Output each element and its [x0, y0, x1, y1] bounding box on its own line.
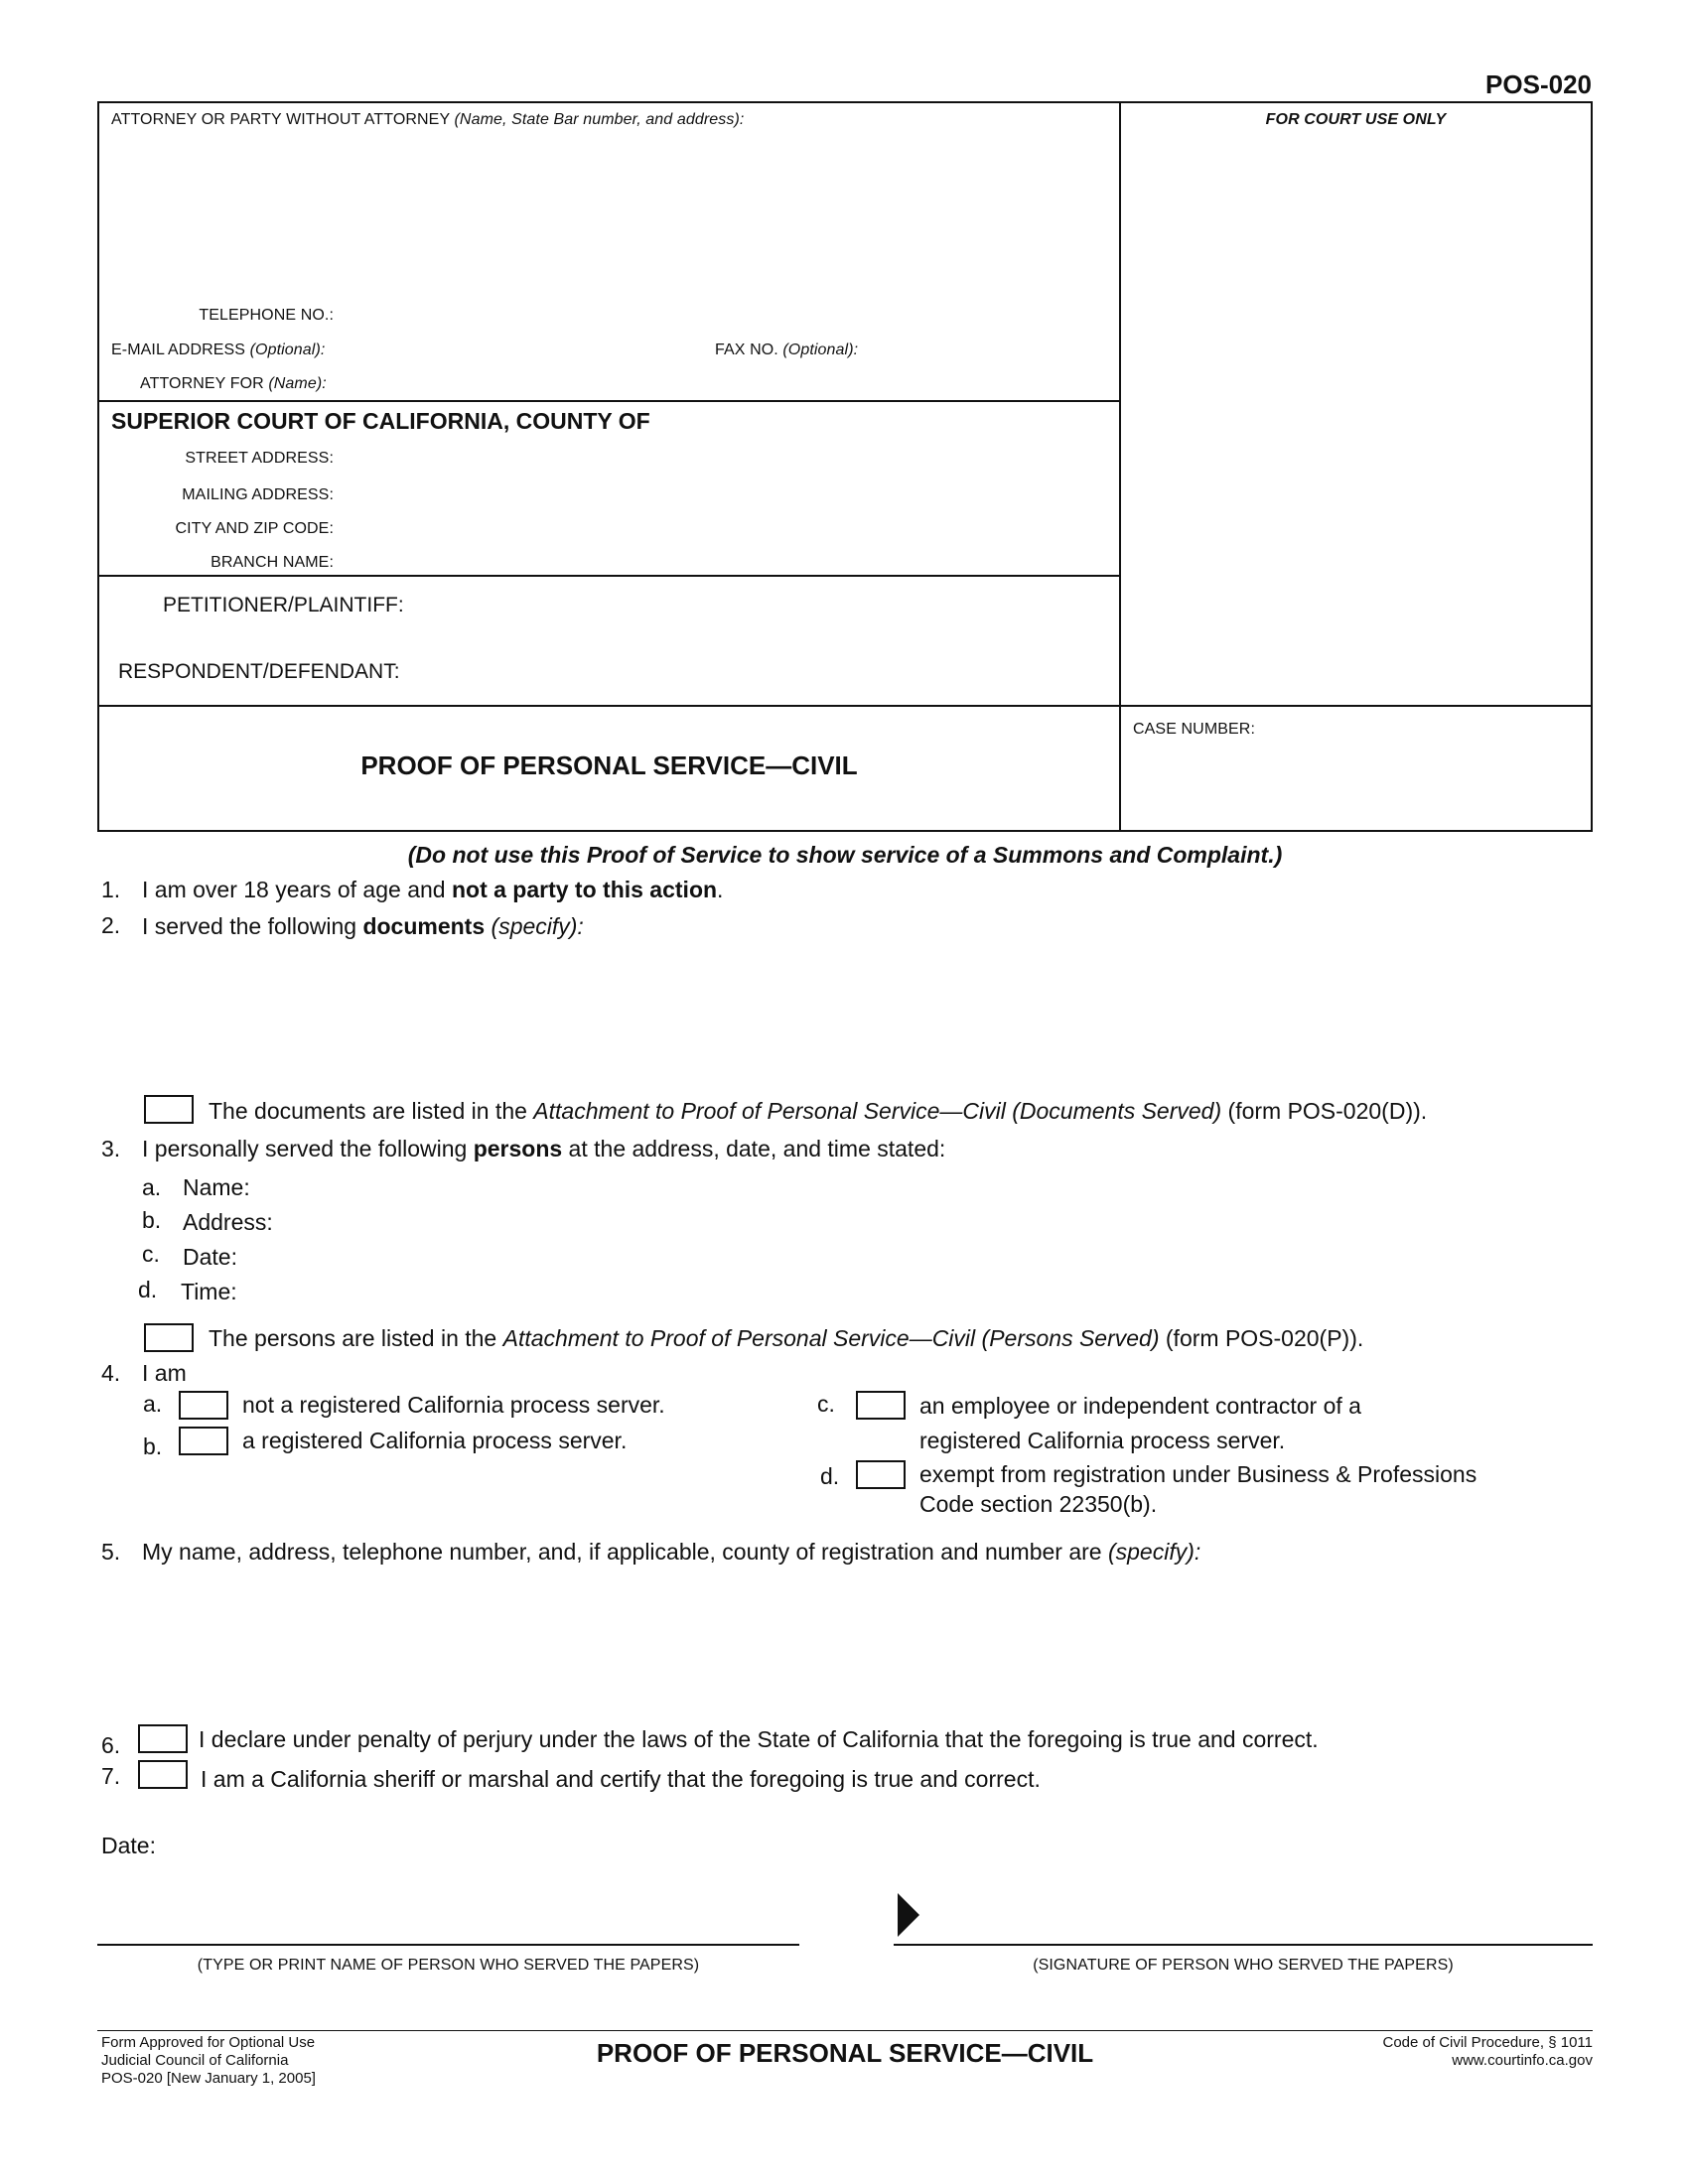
item-6-text: I declare under penalty of perjury under the laws of the State of California that the foregoing is true and correct. [199, 1726, 1319, 1752]
form-title: PROOF OF PERSONAL SERVICE—CIVIL [360, 751, 858, 780]
footer-right: Code of Civil Procedure, § 1011 www.courtinfo.ca.gov [1382, 2034, 1593, 2069]
option-c-text-2: registered California process server. [919, 1428, 1286, 1453]
footer-rule [97, 2030, 1593, 2031]
option-b-text: a registered California process server. [242, 1428, 628, 1453]
item-7-number: 7. [101, 1763, 121, 1789]
date-label: Date: [101, 1833, 156, 1858]
court-use-box [1119, 101, 1593, 707]
petitioner-label: PETITIONER/PLAINTIFF: [163, 594, 404, 616]
item-3-text: I personally served the following persons at the address, date, and time stated: [142, 1136, 946, 1161]
declaration-checkbox[interactable] [138, 1724, 188, 1753]
item-1-text: I am over 18 years of age and not a party to this action. [142, 877, 724, 902]
option-a-text: not a registered California process server. [242, 1392, 665, 1418]
email-label: E-MAIL ADDRESS (Optional): [111, 341, 326, 358]
form-number: POS-020 [1485, 69, 1592, 99]
option-c-text-1: an employee or independent contractor of a [919, 1393, 1361, 1419]
item-5-text: My name, address, telephone number, and, if applicable, county of registration and number are (specify): [142, 1539, 1201, 1565]
footer-title: PROOF OF PERSONAL SERVICE—CIVIL [596, 2038, 1094, 2068]
persons-attachment-text: The persons are listed in the Attachment to Proof of Personal Service—Civil (Persons Served) (form POS-020(P)). [209, 1325, 1364, 1351]
city-zip-label: CITY AND ZIP CODE: [175, 520, 334, 537]
name-line[interactable] [97, 1944, 799, 1946]
notice: (Do not use this Proof of Service to show service of a Summons and Complaint.) [407, 842, 1283, 868]
item-3d-label: Time: [181, 1279, 237, 1304]
footer-left: Form Approved for Optional Use Judicial Council of California POS-020 [New January 1, 2005] [101, 2034, 316, 2087]
name-caption: (TYPE OR PRINT NAME OF PERSON WHO SERVED THE PAPERS) [197, 1957, 700, 1974]
mailing-address-label: MAILING ADDRESS: [182, 486, 334, 503]
item-2-text: I served the following documents (specify): [142, 913, 584, 939]
item-3d-letter: d. [138, 1277, 158, 1302]
item-3a-label: Name: [183, 1174, 250, 1200]
item-5-number: 5. [101, 1539, 121, 1565]
option-b-letter: b. [143, 1433, 163, 1459]
court-use-label: FOR COURT USE ONLY [1265, 111, 1447, 128]
item-4-number: 4. [101, 1360, 121, 1386]
respondent-label: RESPONDENT/DEFENDANT: [118, 660, 400, 683]
option-c-checkbox[interactable] [856, 1391, 906, 1420]
attorney-label: ATTORNEY OR PARTY WITHOUT ATTORNEY (Name, State Bar number, and address): [111, 111, 745, 128]
item-3c-label: Date: [183, 1244, 237, 1270]
branch-name-label: BRANCH NAME: [211, 554, 334, 571]
item-3b-letter: b. [142, 1207, 162, 1233]
item-3a-letter: a. [142, 1174, 162, 1200]
item-6-number: 6. [101, 1732, 121, 1758]
telephone-label: TELEPHONE NO.: [199, 307, 334, 324]
option-b-checkbox[interactable] [179, 1427, 228, 1455]
street-address-label: STREET ADDRESS: [185, 450, 334, 467]
documents-attachment-text: The documents are listed in the Attachment to Proof of Personal Service—Civil (Documents Served) (form POS-020(D)). [209, 1098, 1428, 1124]
option-d-text-1: exempt from registration under Business & Professions [919, 1461, 1477, 1487]
item-1-number: 1. [101, 877, 121, 902]
attorney-for-label: ATTORNEY FOR (Name): [140, 375, 327, 392]
documents-attachment-checkbox[interactable] [144, 1095, 194, 1124]
persons-attachment-checkbox[interactable] [144, 1323, 194, 1352]
item-4-text: I am [142, 1360, 187, 1386]
item-3-number: 3. [101, 1136, 121, 1161]
case-number-label: CASE NUMBER: [1133, 721, 1255, 738]
item-7-text: I am a California sheriff or marshal and certify that the foregoing is true and correct. [201, 1766, 1041, 1792]
signature-arrow-icon [894, 1891, 923, 1941]
option-c-letter: c. [817, 1391, 835, 1417]
item-2-number: 2. [101, 912, 121, 938]
signature-line[interactable] [894, 1944, 1593, 1946]
option-a-letter: a. [143, 1391, 163, 1417]
sheriff-checkbox[interactable] [138, 1760, 188, 1789]
option-d-checkbox[interactable] [856, 1460, 906, 1489]
signature-caption: (SIGNATURE OF PERSON WHO SERVED THE PAPERS) [1033, 1957, 1454, 1974]
option-a-checkbox[interactable] [179, 1391, 228, 1420]
item-3b-label: Address: [183, 1209, 273, 1235]
item-3c-letter: c. [142, 1241, 160, 1267]
option-d-text-2: Code section 22350(b). [919, 1491, 1158, 1517]
option-d-letter: d. [820, 1463, 840, 1489]
court-title: SUPERIOR COURT OF CALIFORNIA, COUNTY OF [111, 408, 650, 434]
fax-label: FAX NO. (Optional): [715, 341, 859, 358]
